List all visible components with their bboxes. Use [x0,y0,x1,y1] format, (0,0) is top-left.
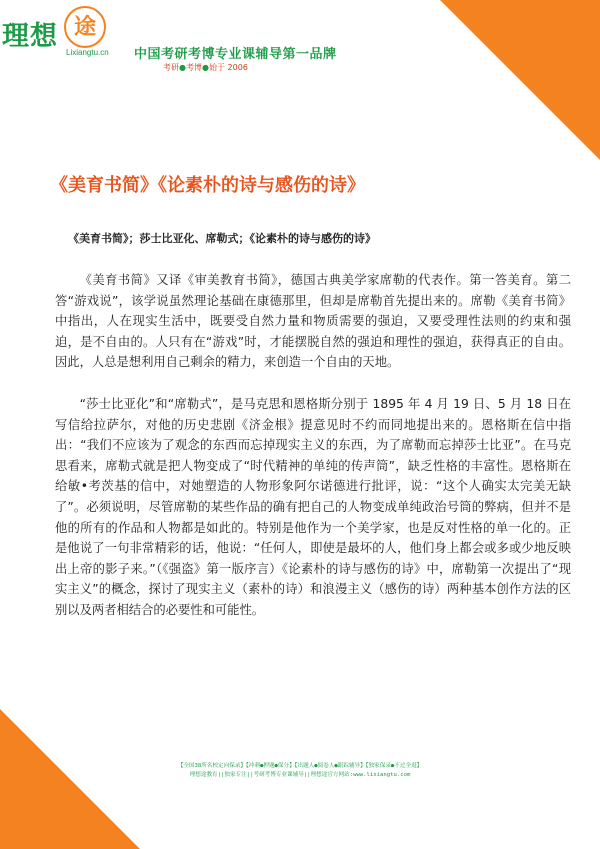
page-footer [150,762,450,780]
corner-decoration-top [440,0,600,160]
brand-tagline: 中国考研考博专业课辅导第一品牌 [134,47,337,62]
zhihu-watermark: 知乎 @理想途张老师 [398,812,548,831]
subline-item-since: 始于 2006 [208,63,248,72]
paragraph-text: 《美育书简》又译《审美教育书简》，德国古典美学家席勒的代表作。第一答美育。第二答“游戏说”，该学说虽然理论基础在康德那里，但却是席勒首先提出来的。席勒《美育书简》中指出，人在现实生活中，既要受自然力量和物质需要的强迫，又要受理性法则的约束和强迫，是不自由的。人只有在“游戏”时，才能摆脱自然的强迫和理性的强迫，获得真正的自由。因此，人总是想利用自己剩余的精力，来创造一个自由的天地。 [55,273,571,370]
document-title: 《美育书简》《论素朴的诗与感伤的诗》 [50,175,365,196]
dot-icon: ● [179,63,186,72]
subline-item-kaobo: 考博 [185,63,202,72]
body-paragraph-1 [55,270,571,373]
footer-line-1: 【全国38所名校定向保录】【冲刺●押题●保分】【出题人●阅卷人●跟踪辅导】【独家保录●不过全退】 [177,763,423,769]
body-paragraph-2 [55,394,571,621]
logo-url: Lixiangtu.cn [66,48,109,57]
logo-mark-icon: 途 [64,6,106,48]
footer-line-2: 理想途教育||独家专注||考研考博专业课辅导||理想途官方网站:www.lixiangtu.com [189,772,411,778]
brand-logo [2,4,132,64]
logo-text: 理想 [2,21,58,52]
brand-subline [163,62,248,73]
subline-item-kaoyan: 考研 [163,63,179,72]
paragraph-text: “莎士比亚化”和“席勒式”，是马克思和恩格斯分别于 1895 年 4 月 19 日、5 月 18 日在写信给拉萨尔，对他的历史悲剧《济金根》提意见时不约而同地提出来的。恩格斯在信中指出：“我们不应该为了观念的东西而忘掉现实主义的东西，为了席勒而忘掉莎士比亚”。在马克思看来，席勒式就是把人物变成了“时代精神的单纯的传声筒”，缺乏性格的丰富性。恩格斯在给敏•考茨基的信中，对她塑造的人物形象阿尔诺德进行批评，说：“这个人确实太完美无缺了”。必须说明，尽管席勒的某些作品的确有把自己的人物变成单纯政治号筒的弊病，但并不是他的所有的作品和人物都是如此的。特别是他作为一个美学家，也是反对性格的单一化的。正是他说了一句非常精彩的话，他说：“任何人，即使是最坏的人，他们身上都会或多或少地反映出上帝的影子来。”（《强盗》第一版序言）《论素朴的诗与感伤的诗》中，席勒第一次提出了“现实主义”的概念，探讨了现实主义（素朴的诗）和浪漫主义（感伤的诗）两种基本创作方法的区别以及两者相结合的必要性和可能性。 [55,397,571,617]
dot-icon: ● [201,63,209,72]
document-subtitle: 《美育书简》；莎士比亚化、席勒式；《论素朴的诗与感伤的诗》 [68,232,376,245]
corner-decoration-bottom [0,709,140,849]
